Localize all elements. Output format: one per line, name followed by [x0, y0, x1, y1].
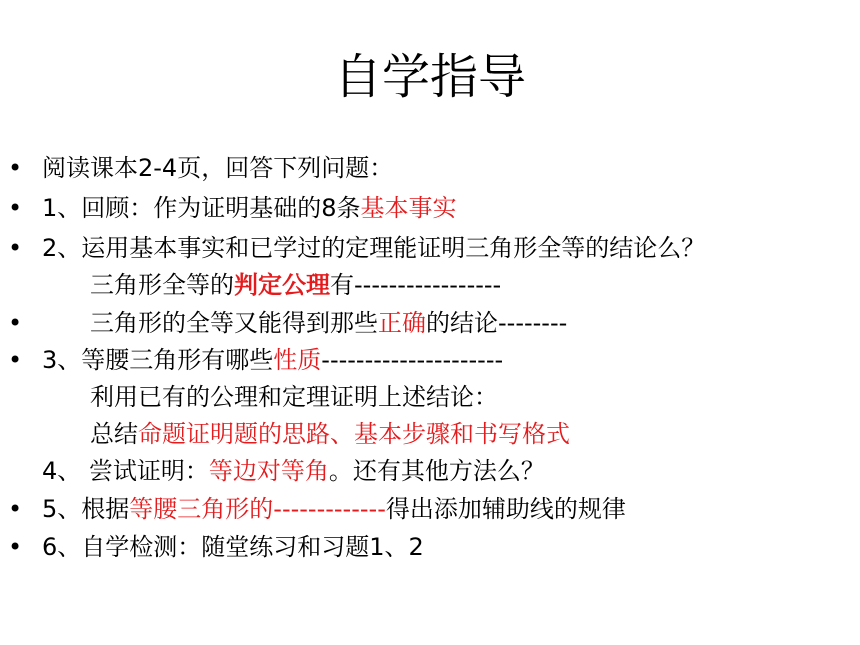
list-item-text [42, 529, 424, 565]
list-item-text [42, 150, 393, 186]
text-segment: 4、 尝试证明： [42, 457, 209, 485]
text-segment: 6、自学检测：随堂练习和习题1、2 [42, 533, 424, 561]
list-item-text [42, 190, 457, 226]
highlight-text: 基本事实 [360, 194, 457, 222]
bullet: • [8, 495, 23, 523]
text-segment: --------------------- [321, 346, 504, 374]
list-item-text [42, 491, 626, 527]
text-segment: 的结论-------- [426, 309, 568, 337]
list-item-text [42, 342, 503, 378]
highlight-text: 等腰三角形的------------- [129, 495, 386, 523]
text-segment: 三角形全等的 [90, 271, 234, 299]
text-segment: 1、回顾：作为证明基础的8条 [42, 194, 361, 222]
text-segment: 得出添加辅助线的规律 [385, 495, 626, 523]
highlight-text: 正确 [378, 309, 426, 337]
bullet: • [8, 309, 23, 337]
highlight-text: 等边对等角 [208, 457, 329, 485]
text-segment: 总结 [90, 420, 138, 448]
bullet: • [8, 194, 23, 222]
bullet: • [8, 154, 23, 182]
list-item-text [90, 267, 501, 303]
bullet: • [8, 346, 23, 374]
text-segment: 5、根据 [42, 495, 130, 523]
slide-title: 自学指导 [333, 49, 526, 105]
highlight-text: 性质 [273, 346, 322, 374]
list-item-text [42, 230, 705, 266]
bullet: • [8, 234, 23, 262]
text-segment: 2、运用基本事实和已学过的定理能证明三角形全等的结论么？ [42, 234, 706, 262]
list-item-text [42, 453, 545, 489]
text-segment: 阅读课本2-4页，回答下列问题： [42, 154, 394, 182]
list-item-text [90, 305, 567, 341]
highlight-text: 判定公理 [234, 271, 330, 299]
text-segment: 利用已有的公理和定理证明上述结论： [90, 383, 498, 411]
text-segment: 有----------------- [330, 271, 502, 299]
list-item-text [90, 379, 498, 415]
highlight-text: 命题证明题的思路、基本步骤和书写格式 [138, 420, 570, 448]
bullet: • [8, 533, 23, 561]
text-segment: 。还有其他方法么？ [328, 457, 545, 485]
list-item-text [90, 416, 570, 452]
text-segment: 3、等腰三角形有哪些 [42, 346, 274, 374]
text-segment: 三角形的全等又能得到那些 [90, 309, 378, 337]
